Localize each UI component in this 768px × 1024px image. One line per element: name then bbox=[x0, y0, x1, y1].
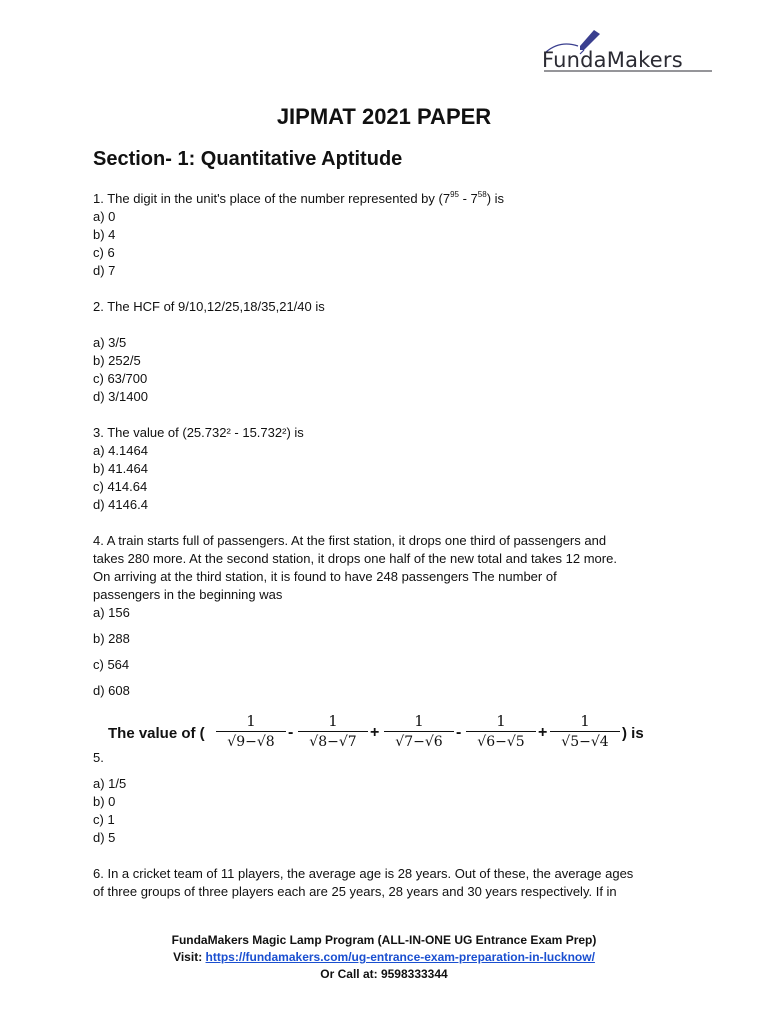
logo-text: FundaMakers bbox=[542, 48, 683, 72]
question-6-line: of three groups of three players each are 25 years, 28 years and 30 years respectively. If in bbox=[93, 884, 617, 899]
exponent: 95 bbox=[450, 190, 459, 199]
question-1 bbox=[93, 190, 683, 208]
option: a) 3/5 bbox=[93, 335, 127, 350]
question-4-line: passengers in the beginning was bbox=[93, 587, 283, 602]
questions-block bbox=[93, 190, 683, 700]
option: b) 288 bbox=[93, 631, 130, 646]
fundamakers-logo bbox=[540, 26, 716, 74]
option: c) 1 bbox=[93, 812, 115, 827]
fraction-numerator: 1 bbox=[328, 712, 338, 730]
fraction-denominator: √6−√5 bbox=[477, 734, 525, 750]
option: a) 1/5 bbox=[93, 776, 127, 791]
question-text: - 7 bbox=[458, 191, 478, 206]
question-6-line: 6. In a cricket team of 11 players, the average age is 28 years. Out of these, the average ages bbox=[93, 866, 634, 881]
option: c) 63/700 bbox=[93, 371, 148, 386]
fraction-numerator: 1 bbox=[246, 712, 256, 730]
fraction bbox=[384, 712, 454, 750]
operator: - bbox=[456, 724, 462, 741]
option: a) 156 bbox=[93, 605, 130, 620]
question-4-line: takes 280 more. At the second station, it drops one half of the new total and takes 12 more. bbox=[93, 551, 617, 566]
question-text: The digit in the unit's place of the number represented by (7 bbox=[103, 191, 451, 206]
footer-url-link[interactable]: https://fundamakers.com/ug-entrance-exam-preparation-in-lucknow/ bbox=[205, 950, 595, 964]
option: a) 0 bbox=[93, 209, 116, 224]
option: d) 3/1400 bbox=[93, 389, 148, 404]
question-4-line: On arriving at the third station, it is found to have 248 passengers The number of bbox=[93, 569, 557, 584]
option: b) 41.464 bbox=[93, 461, 148, 476]
fraction bbox=[550, 712, 620, 750]
option: b) 0 bbox=[93, 794, 116, 809]
question-5-formula bbox=[108, 712, 668, 762]
question-number: 1. bbox=[93, 191, 104, 206]
footer-visit-line bbox=[0, 949, 768, 966]
option: b) 252/5 bbox=[93, 353, 141, 368]
fraction-denominator: √7−√6 bbox=[395, 734, 443, 750]
option: d) 5 bbox=[93, 830, 116, 845]
exponent: 58 bbox=[477, 190, 487, 199]
formula-suffix: ) is bbox=[622, 725, 644, 742]
option: a) 4.1464 bbox=[93, 443, 148, 458]
question-5-number: 5. bbox=[93, 750, 104, 765]
option: c) 6 bbox=[93, 245, 115, 260]
question-number: 2. bbox=[93, 299, 104, 314]
question-4-line: 4. A train starts full of passengers. At the first station, it drops one third of passengers and bbox=[93, 533, 607, 548]
option: c) 564 bbox=[93, 657, 130, 672]
option: c) 414.64 bbox=[93, 479, 148, 494]
questions-block-lower bbox=[93, 775, 683, 901]
operator: + bbox=[538, 724, 548, 741]
fraction-denominator: √9−√8 bbox=[227, 734, 275, 750]
option: d) 7 bbox=[93, 263, 116, 278]
footer-program-line: FundaMakers Magic Lamp Program (ALL-IN-ONE UG Entrance Exam Prep) bbox=[171, 933, 597, 947]
page-footer bbox=[0, 932, 768, 983]
question-text: ) is bbox=[486, 191, 505, 206]
footer-call-line: Or Call at: 9598333344 bbox=[320, 967, 448, 981]
option: d) 4146.4 bbox=[93, 497, 148, 512]
fraction bbox=[466, 712, 536, 750]
fraction-numerator: 1 bbox=[414, 712, 424, 730]
fraction-numerator: 1 bbox=[580, 712, 590, 730]
fraction-numerator: 1 bbox=[496, 712, 506, 730]
footer-visit-label: Visit: bbox=[173, 950, 206, 964]
option: d) 608 bbox=[93, 683, 130, 698]
question-3: 3. The value of (25.732² - 15.732²) is bbox=[93, 425, 304, 440]
operator: + bbox=[370, 724, 380, 741]
question-text: The HCF of 9/10,12/25,18/35,21/40 is bbox=[103, 299, 325, 314]
section-heading: Section- 1: Quantitative Aptitude bbox=[93, 148, 403, 170]
operator: - bbox=[288, 724, 294, 741]
fraction bbox=[216, 712, 286, 750]
fraction-denominator: √8−√7 bbox=[309, 734, 357, 750]
formula-prefix: The value of ( bbox=[108, 725, 205, 742]
fraction-denominator: √5−√4 bbox=[561, 734, 609, 750]
page-title: JIPMAT 2021 PAPER bbox=[276, 104, 492, 129]
fraction bbox=[298, 712, 368, 750]
option: b) 4 bbox=[93, 227, 116, 242]
question-2 bbox=[93, 298, 683, 316]
